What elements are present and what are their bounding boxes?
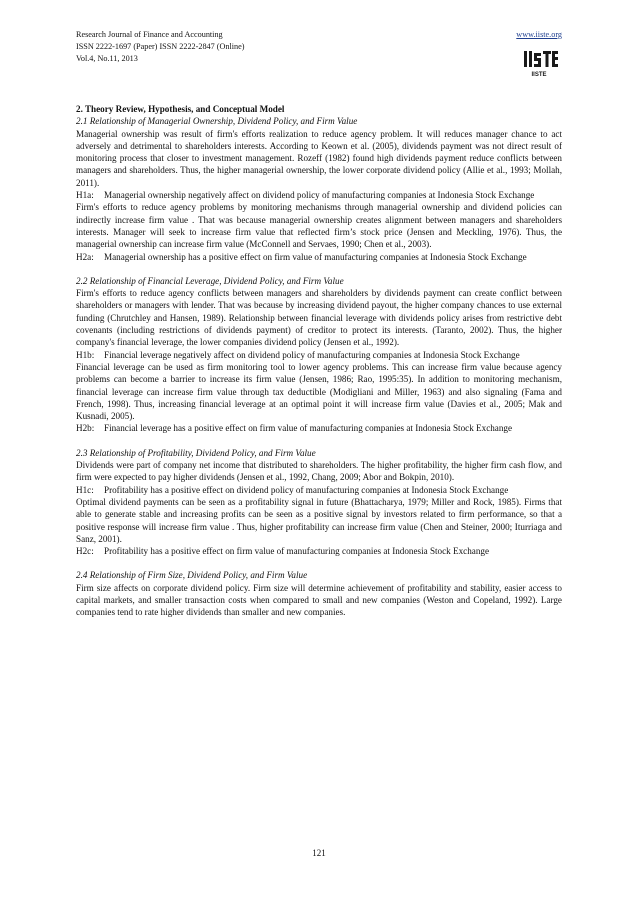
hypothesis-text: Profitability has a positive effect on firm value of manufacturing companies at Indonesia Stock Exchange	[104, 546, 489, 557]
hypothesis-h2b	[76, 422, 562, 434]
hypothesis-text: Financial leverage negatively affect on dividend policy of manufacturing companies at Indonesia Stock Exchange	[104, 349, 520, 360]
hypothesis-text: Profitability has a positive effect on dividend policy of manufacturing companies at Indonesia Stock Exchange	[104, 484, 509, 495]
subsection-2-4-title: 2.4 Relationship of Firm Size, Dividend Policy, and Firm Value	[76, 570, 308, 581]
subsection-2-1-title: 2.1 Relationship of Managerial Ownership, Dividend Policy, and Firm Value	[76, 116, 358, 127]
hypothesis-label: H1c:	[76, 484, 94, 495]
hypothesis-text: Managerial ownership has a positive effect on firm value of manufacturing companies at Indonesia Stock Exchange	[104, 251, 527, 262]
hypothesis-label: H2c:	[76, 546, 94, 557]
subsection-2-3-title: 2.3 Relationship of Profitability, Dividend Policy, and Firm Value	[76, 447, 316, 458]
paragraph: Firm's efforts to reduce agency problems by monitoring mechanisms through managerial ownership and dividend policies can indirectly increase firm value . That was because managerial ownership creates alignment between managers and shareholders interests. Manager will seek to increase firm value that reflected firm’s stock price (Jensen and Meckling, 1976). Thus, the managerial ownership can increase firm value (McConnell and Servaes, 1990; Chen et al., 2003).	[76, 202, 562, 250]
volume-line: Vol.4, No.11, 2013	[76, 54, 138, 63]
hypothesis-h1a	[76, 189, 562, 201]
article-body	[76, 103, 562, 619]
hypothesis-h1b	[76, 349, 562, 361]
hypothesis-text: Financial leverage has a positive effect on firm value of manufacturing companies at Indonesia Stock Exchange	[104, 423, 513, 434]
iiste-logo	[516, 43, 562, 83]
paragraph: Dividends were part of company net income that distributed to shareholders. The higher profitability, the higher firm cash flow, and firm were expected to pay higher dividends (Jensen et al., 1992, Chang, 2009; Abor and Bokpin, 2010).	[76, 460, 562, 483]
paragraph: Financial leverage can be used as firm monitoring tool to lower agency problems. This can increase firm value because agency problems can become a barrier to increase its firm value (Jensen, 1986; Rao, 1995:35). In addition to monitoring mechanism, financial leverage can increase firm value through tax deductible (Modigliani and Miller, 1963) and also signaling (Fama and French, 1998). Thus, increasing financial leverage at an optimal point it will increase firm value (Davies et al., 2005; Mak and Kusnadi, 2005).	[76, 361, 562, 422]
hypothesis-text: Managerial ownership negatively affect on dividend policy of manufacturing companies at Indonesia Stock Exchange	[104, 190, 535, 201]
paragraph: Firm size affects on corporate dividend policy. Firm size will determine achievement of profitability and stability, easier access to capital markets, and smaller transaction costs when compared to small and new companies (Weston and Copeland, 1992). Large companies tend to rate higher dividends than smaller and new companies.	[76, 582, 562, 618]
paragraph: Managerial ownership was result of firm's efforts realization to reduce agency problem. It will reduces manager chance to act adversely and detrimental to shareholders interests. According to Keown et al. (2005), dividends payment was not direct result of monitoring process that closer to investment management. Rozeff (1982) found high dividends payment reduce conflicts between managers and shareholders. Thus, the higher managerial ownership, the lower corporate dividend policy (Allie et al., 1993; Mollah, 2011).	[76, 128, 562, 188]
journal-name: Research Journal of Finance and Accounting	[76, 30, 223, 39]
hypothesis-label: H2a:	[76, 251, 94, 262]
subsection-2-2-title: 2.2 Relationship of Financial Leverage, Dividend Policy, and Firm Value	[76, 275, 344, 286]
logo-mark-icon	[524, 51, 558, 67]
paragraph: Optimal dividend payments can be seen as a profitability signal in future (Bhattacharya, 1979; Miller and Rock, 1985). Firms that able to generate stable and increasing profits can be seen as a positive signal by investors related to firm performance, so that a positive response will increase firm value . Thus, higher profitability can increase firm value (Chen and Steiner, 2000; Iturriaga and Sanz, 2001).	[76, 496, 562, 544]
section-heading: 2. Theory Review, Hypothesis, and Conceptual Model	[76, 104, 285, 114]
page-number: 121	[312, 848, 326, 858]
hypothesis-label: H1a:	[76, 190, 94, 201]
hypothesis-h2c	[76, 545, 562, 557]
paragraph: Firm's efforts to reduce agency conflicts between managers and shareholders by dividends payment can create conflict between shareholders or managers with lender. That was because by increasing dividend payout, the higher company chances to use external funding (Chrutchley and Hansen, 1989). Relationship between financial leverage with dividends policy arises from restrictive debt covenants (including restrictions of dividends payment) of creditor to protect its interests. (Taranto, 2002). Thus, the higher company's financial leverage, the lower companies dividend policy (Jensen et al., 1992).	[76, 288, 562, 348]
issn-line: ISSN 2222-1697 (Paper) ISSN 2222-2847 (Online)	[76, 42, 245, 51]
hypothesis-label: H2b:	[76, 423, 95, 434]
hypothesis-label: H1b:	[76, 349, 95, 360]
hypothesis-h1c	[76, 484, 562, 496]
hypothesis-h2a	[76, 251, 562, 263]
logo-text: IISTE	[531, 72, 547, 78]
journal-url-link[interactable]: www.iiste.org	[516, 30, 562, 39]
